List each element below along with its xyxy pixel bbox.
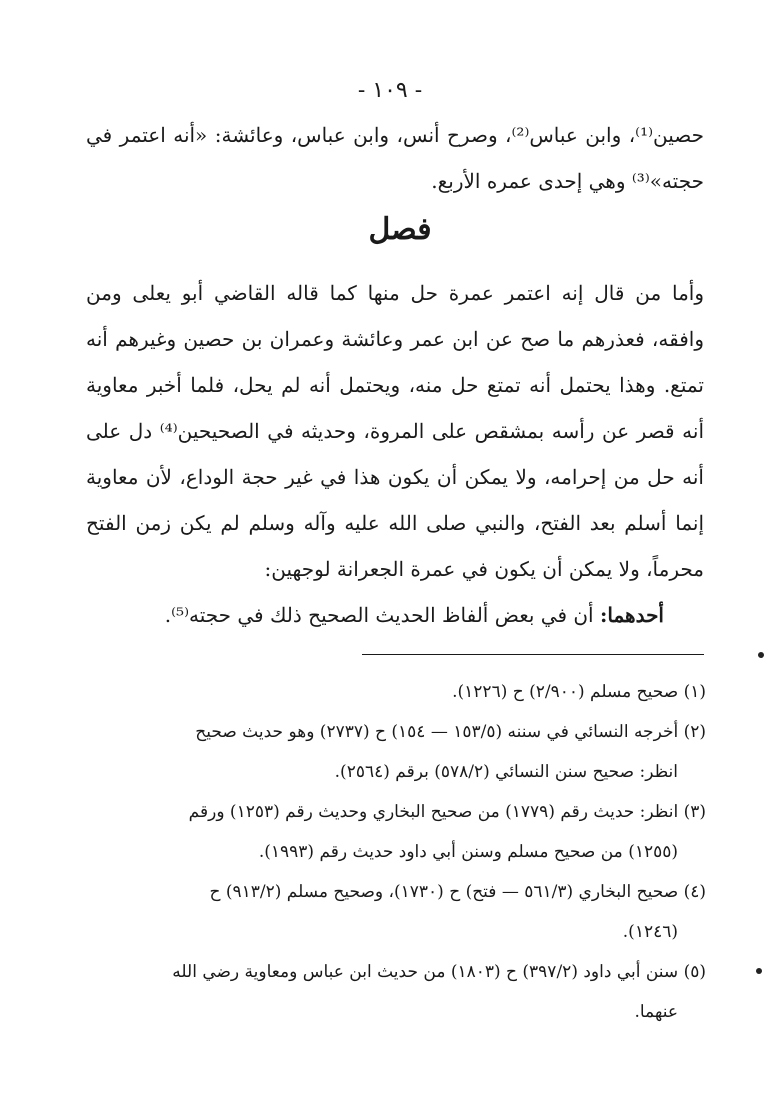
footnotes: [66, 672, 706, 1032]
page-number: - ١٠٩ -: [357, 78, 423, 103]
intro-paragraph: حصين⁽¹⁾، وابن عباس⁽²⁾، وصرح أنس، وابن عباس، وعائشة: «أنه اعتمر في حجته»⁽³⁾ وهي إحدى عمره الأربع.: [86, 123, 704, 193]
footnote-5: (٥) سنن أبي داود (٣٩٧/٢) ح (١٨٠٣) من حديث ابن عباس ومعاوية رضي الله: [172, 962, 706, 982]
footnote-5-continued: عنهما.: [634, 1002, 678, 1022]
footnote-4: (٤) صحيح البخاري (٥٦١/٣ — فتح) ح (١٧٣٠)، وصحيح مسلم (٩١٣/٢) ح: [209, 882, 706, 902]
first-point-text: أن في بعض ألفاظ الحديث الصحيح ذلك في حجته⁽⁵⁾.: [164, 603, 594, 627]
first-point: [86, 592, 704, 638]
scan-mark: [756, 968, 762, 974]
footnote-2: (٢) أخرجه النسائي في سننه (١٥٣/٥ — ١٥٤) ح (٢٧٣٧) وهو حديث صحيح: [195, 722, 706, 742]
section-heading: فصل: [368, 212, 432, 247]
footnote-separator: [362, 654, 704, 655]
main-paragraph: وأما من قال إنه اعتمر عمرة حل منها كما قاله القاضي أبو يعلى ومن وافقه، فعذرهم ما صح عن ابن عمر وعائشة وعمران بن حصين وغيرهم أنه تمتع. وهذا يحتمل أنه تمتع حل منه، ويحتمل أنه لم يحل، فلما أخبر معاوية أنه قصر عن رأسه بمشقص على المروة، وحديثه في الصحيحين⁽⁴⁾ دل على أنه حل من إحرامه، ولا يمكن أن يكون هذا في غير حجة الوداع، لأن معاوية إنما أسلم بعد الفتح، والنبي صلى الله عليه وآله وسلم لم يكن زمن الفتح محرماً، ولا يمكن أن يكون في عمرة الجعرانة لوجهين:: [86, 281, 704, 581]
footnote-1: (١) صحيح مسلم (٢/٩٠٠) ح (١٢٢٦).: [452, 682, 706, 702]
first-point-label: أحدهما:: [599, 603, 664, 627]
scan-mark: [758, 652, 764, 658]
footnote-3-continued: (١٢٥٥) من صحيح مسلم وسنن أبي داود حديث رقم (١٩٩٣).: [258, 842, 678, 862]
footnote-3: (٣) انظر: حديث رقم (١٧٧٩) من صحيح البخاري وحديث رقم (١٢٥٣) ورقم: [188, 802, 706, 822]
footnote-2-continued: انظر: صحيح سنن النسائي (٥٧٨/٢) برقم (٢٥٦٤).: [334, 762, 678, 782]
footnote-4-continued: (١٢٤٦).: [622, 922, 678, 942]
